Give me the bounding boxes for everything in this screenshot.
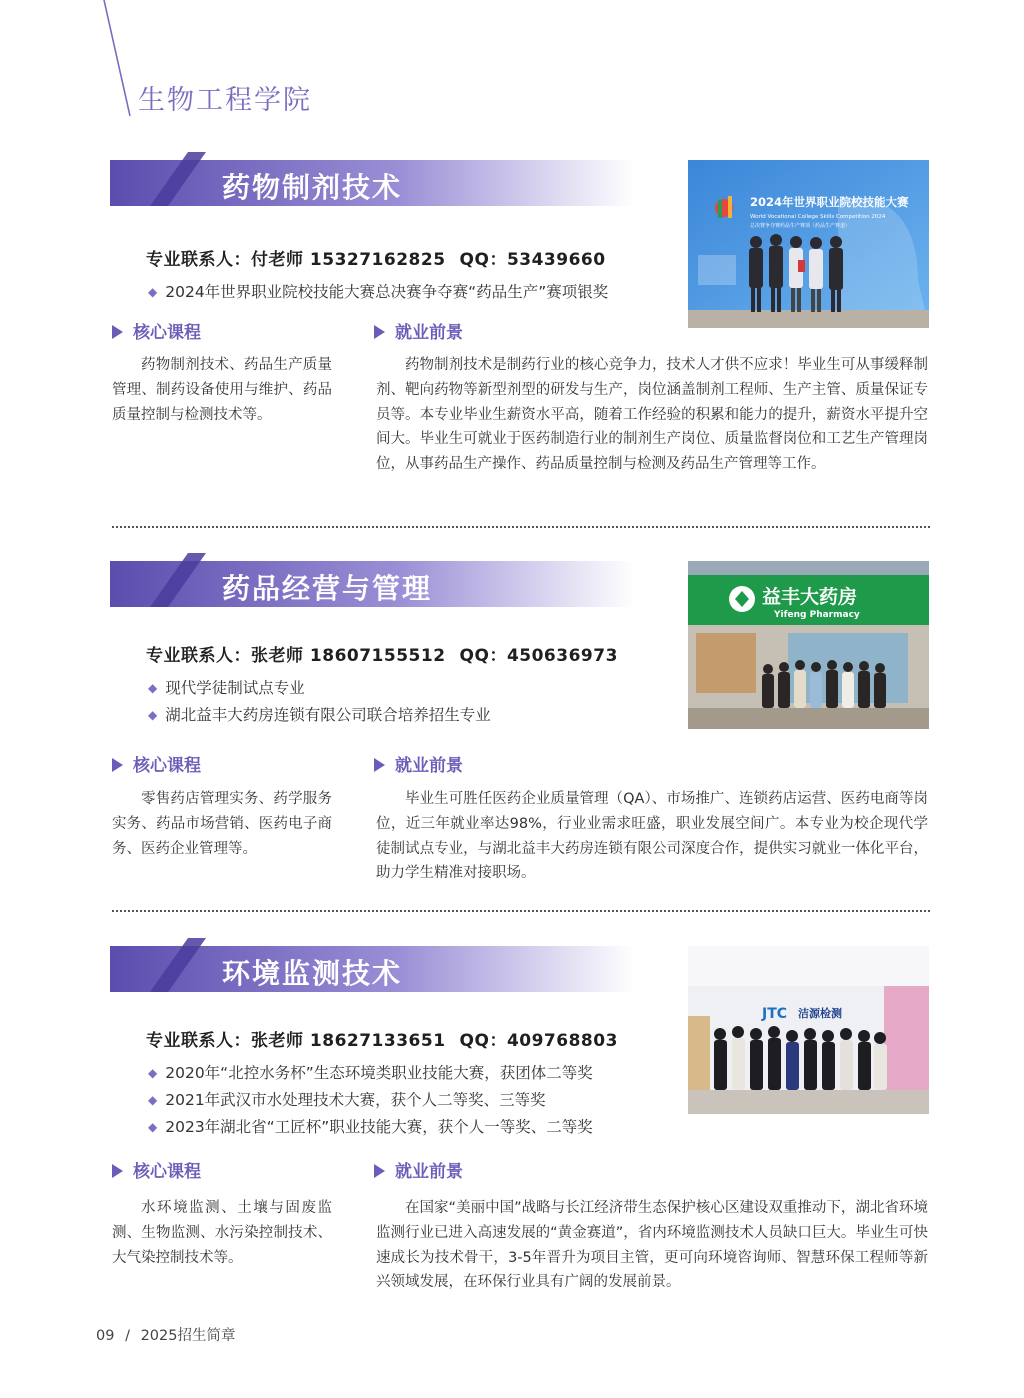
core-course-text: 零售药店管理实务、药学服务实务、药品市场营销、医药电子商务、医药企业管理等。 bbox=[112, 791, 332, 857]
section-banner bbox=[110, 160, 635, 210]
section-divider bbox=[112, 526, 930, 528]
core-course-heading: 核心课程 bbox=[112, 1157, 201, 1182]
contact-name-phone: 付老师 15327162825 bbox=[251, 250, 446, 270]
contact-line bbox=[146, 1026, 624, 1051]
section-banner bbox=[110, 946, 635, 996]
pharmacy-sign-subtext: Yifeng Pharmacy bbox=[774, 610, 860, 620]
feature-list bbox=[148, 675, 491, 729]
lab-logo-text: JTC bbox=[762, 1006, 788, 1022]
contact-line bbox=[146, 245, 612, 270]
career-heading: 就业前景 bbox=[374, 1157, 463, 1182]
list-item: ◆ 2020年“北控水务杯”生态环境类职业技能大赛，获团体二等奖 bbox=[148, 1064, 593, 1082]
achievement-list bbox=[148, 1060, 593, 1141]
section-banner bbox=[110, 561, 635, 611]
competition-photo bbox=[688, 160, 929, 328]
diamond-bullet-icon: ◆ bbox=[148, 708, 158, 722]
career-heading: 就业前景 bbox=[374, 751, 463, 776]
list-item: ◆ 2023年湖北省“工匠杯”职业技能大赛，获个人一等奖、二等奖 bbox=[148, 1118, 593, 1136]
pharmacy-sign-text: 益丰大药房 bbox=[762, 586, 858, 608]
contact-label: 专业联系人： bbox=[146, 646, 251, 666]
list-item: ◆ 2021年武汉市水处理技术大赛，获个人二等奖、三等奖 bbox=[148, 1091, 546, 1109]
core-course-text: 水环境监测、土壤与固废监测、生物监测、水污染控制技术、大气染控制技术等。 bbox=[112, 1200, 332, 1266]
core-course-heading: 核心课程 bbox=[112, 318, 201, 343]
career-text: 药物制剂技术是制药行业的核心竞争力，技术人才供不应求！毕业生可从事缓释制剂、靶向药物等新型剂型的研发与生产，岗位涵盖制剂工程师、生产主管、质量保证专员等。本专业毕业生薪资水平高，随着工作经验的积累和能力的提升，薪资水平提升空间大。毕业生可就业于医药制造行业的制剂生产岗位、质量监督岗位和工艺生产管理岗位，从事药品生产操作、药品质量控制与检测及药品生产管理等工作。 bbox=[376, 357, 928, 473]
list-item: ◆ 2024年世界职业院校技能大赛总决赛争夺赛“药品生产”赛项银奖 bbox=[148, 283, 609, 301]
lab-name-text: 洁源检测 bbox=[798, 1007, 842, 1020]
triangle-icon bbox=[112, 325, 123, 339]
triangle-icon bbox=[374, 758, 385, 772]
achievement-list bbox=[148, 279, 608, 306]
section-divider bbox=[112, 910, 930, 912]
diamond-bullet-icon: ◆ bbox=[148, 1066, 158, 1080]
lab-team-photo bbox=[688, 946, 929, 1114]
contact-name-phone: 张老师 18607155512 bbox=[251, 646, 446, 666]
contact-qq: QQ：409768803 bbox=[459, 1031, 618, 1051]
contact-label: 专业联系人： bbox=[146, 250, 251, 270]
contact-label: 专业联系人： bbox=[146, 1031, 251, 1051]
college-title: 生物工程学院 bbox=[138, 85, 312, 116]
contact-line bbox=[146, 641, 624, 666]
triangle-icon bbox=[112, 758, 123, 772]
list-item: ◆ 湖北益丰大药房连锁有限公司联合培养招生专业 bbox=[148, 706, 491, 724]
contact-qq: QQ：53439660 bbox=[459, 250, 606, 270]
photo-banner-text: 2024年世界职业院校技能大赛 bbox=[750, 195, 909, 209]
section-title: 药物制剂技术 bbox=[222, 171, 403, 204]
core-course-heading: 核心课程 bbox=[112, 751, 201, 776]
diamond-bullet-icon: ◆ bbox=[148, 1120, 158, 1134]
core-course-text: 药物制剂技术、药品生产质量管理、制药设备使用与维护、药品质量控制与检测技术等。 bbox=[112, 357, 332, 423]
contact-name-phone: 张老师 18627133651 bbox=[251, 1031, 446, 1051]
contact-qq: QQ：450636973 bbox=[459, 646, 618, 666]
triangle-icon bbox=[112, 1164, 123, 1178]
photo-banner-subtext-2: 总决赛争夺赛药品生产赛项（药品生产赛道） bbox=[750, 223, 851, 229]
page-number: 09 bbox=[96, 1328, 115, 1344]
career-heading: 就业前景 bbox=[374, 318, 463, 343]
footer-separator: / bbox=[125, 1328, 130, 1344]
diamond-bullet-icon: ◆ bbox=[148, 1093, 158, 1107]
page-footer bbox=[96, 1324, 235, 1345]
career-text: 毕业生可胜任医药企业质量管理（QA）、市场推广、连锁药店运营、医药电商等岗位，近三年就业率达98%，行业业需求旺盛，职业发展空间广。本专业为校企现代学徒制试点专业，与湖北益丰大药房连锁有限公司深度合作，提供实习就业一体化平台，助力学生精准对接职场。 bbox=[376, 791, 928, 882]
diamond-bullet-icon: ◆ bbox=[148, 285, 158, 299]
corner-decorative-line bbox=[0, 0, 140, 120]
career-text: 在国家“美丽中国”战略与长江经济带生态保护核心区建设双重推动下，湖北省环境监测行业已进入高速发展的“黄金赛道”，省内环境监测技术人员缺口巨大。毕业生可快速成长为技术骨干，3-5年晋升为项目主管，更可向环境咨询师、智慧环保工程师等新兴领域发展，在环保行业具有广阔的发展前景。 bbox=[376, 1200, 928, 1291]
diamond-bullet-icon: ◆ bbox=[148, 681, 158, 695]
section-title: 药品经营与管理 bbox=[222, 572, 433, 605]
pharmacy-photo bbox=[688, 561, 929, 729]
triangle-icon bbox=[374, 325, 385, 339]
triangle-icon bbox=[374, 1164, 385, 1178]
list-item: ◆ 现代学徒制试点专业 bbox=[148, 679, 305, 697]
photo-banner-subtext: World Vocational College Skills Competition 2024 bbox=[750, 214, 886, 220]
brochure-title: 2025招生简章 bbox=[140, 1328, 236, 1344]
section-title: 环境监测技术 bbox=[222, 957, 403, 990]
